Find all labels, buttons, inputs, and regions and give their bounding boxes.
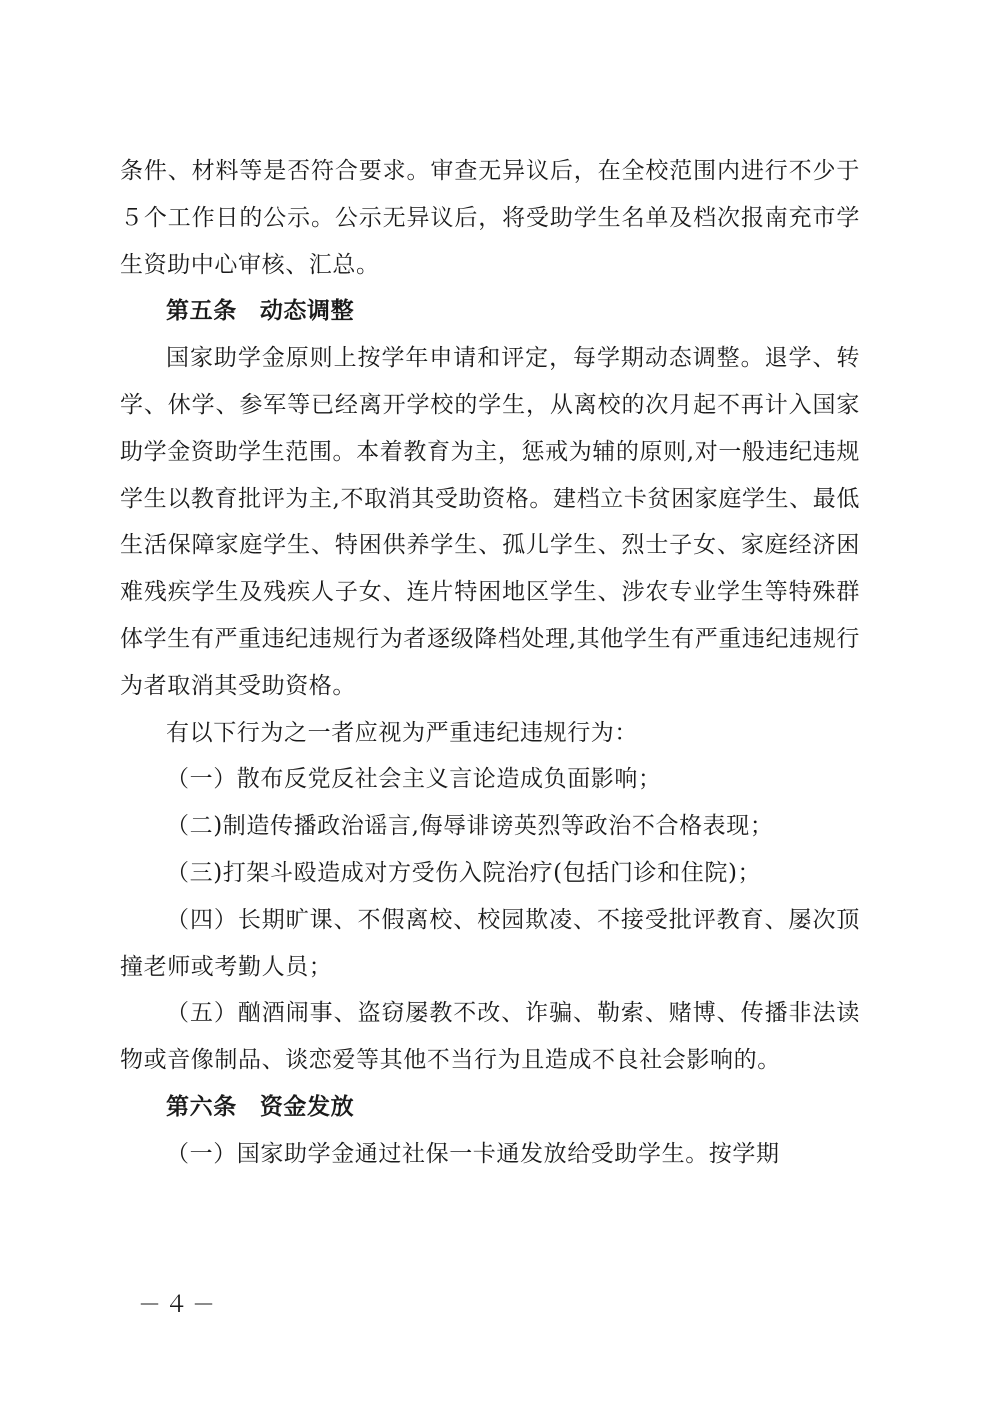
article-5-heading (120, 288, 860, 335)
continued-paragraph: 条件、材料等是否符合要求。审查无异议后，在全校范围内进行不少于５个工作日的公示。公示无异议后，将受助学生名单及档次报南充市学生资助中心审核、汇总。 (120, 158, 860, 278)
article-5-item-2: （二)制造传播政治谣言,侮辱诽谤英烈等政治不合格表现； (166, 813, 774, 840)
article-5-item-4: （四）长期旷课、不假离校、校园欺凌、不接受批评教育、屡次顶撞老师或考勤人员； (120, 906, 860, 980)
article-5-item-1: （一）散布反党反社会主义言论造成负面影响； (166, 766, 662, 793)
page-number: －４－ (138, 1292, 219, 1318)
article-6-paragraph-1: （一）国家助学金通过社保一卡通发放给受助学生。按学期 (166, 1140, 780, 1167)
article-5-paragraph-1: 国家助学金原则上按学年申请和评定，每学期动态调整。退学、转学、休学、参军等已经离开学校的学生，从离校的次月起不再计入国家助学金资助学生范围。本着教育为主，惩戒为辅的原则,对一般违纪违规学生以教育批评为主,不取消其受助资格。建档立卡贫困家庭学生、最低生活保障家庭学生、特困供养学生、孤儿学生、烈士子女、家庭经济困难残疾学生及残疾人子女、连片特困地区学生、涉农专业学生等特殊群体学生有严重违纪违规行为者逐级降档处理,其他学生有严重违纪违规行为者取消其受助资格。 (120, 345, 860, 699)
article-5-item-3: （三)打架斗殴造成对方受伤入院治疗(包括门诊和住院)； (166, 859, 762, 886)
document-body (120, 148, 860, 1178)
article-5-item-5: （五）酗酒闹事、盗窃屡教不改、诈骗、勒索、赌博、传播非法读物或音像制品、谈恋爱等其他不当行为且造成不良社会影响的。 (120, 1000, 860, 1074)
article-5-paragraph-2: 有以下行为之一者应视为严重违纪违规行为： (166, 719, 638, 746)
article-5-number: 第五条 (166, 298, 237, 325)
article-5-title: 动态调整 (259, 298, 355, 325)
article-6-number: 第六条 (166, 1093, 237, 1120)
article-6-heading (120, 1084, 860, 1131)
article-6-title: 资金发放 (259, 1093, 355, 1120)
